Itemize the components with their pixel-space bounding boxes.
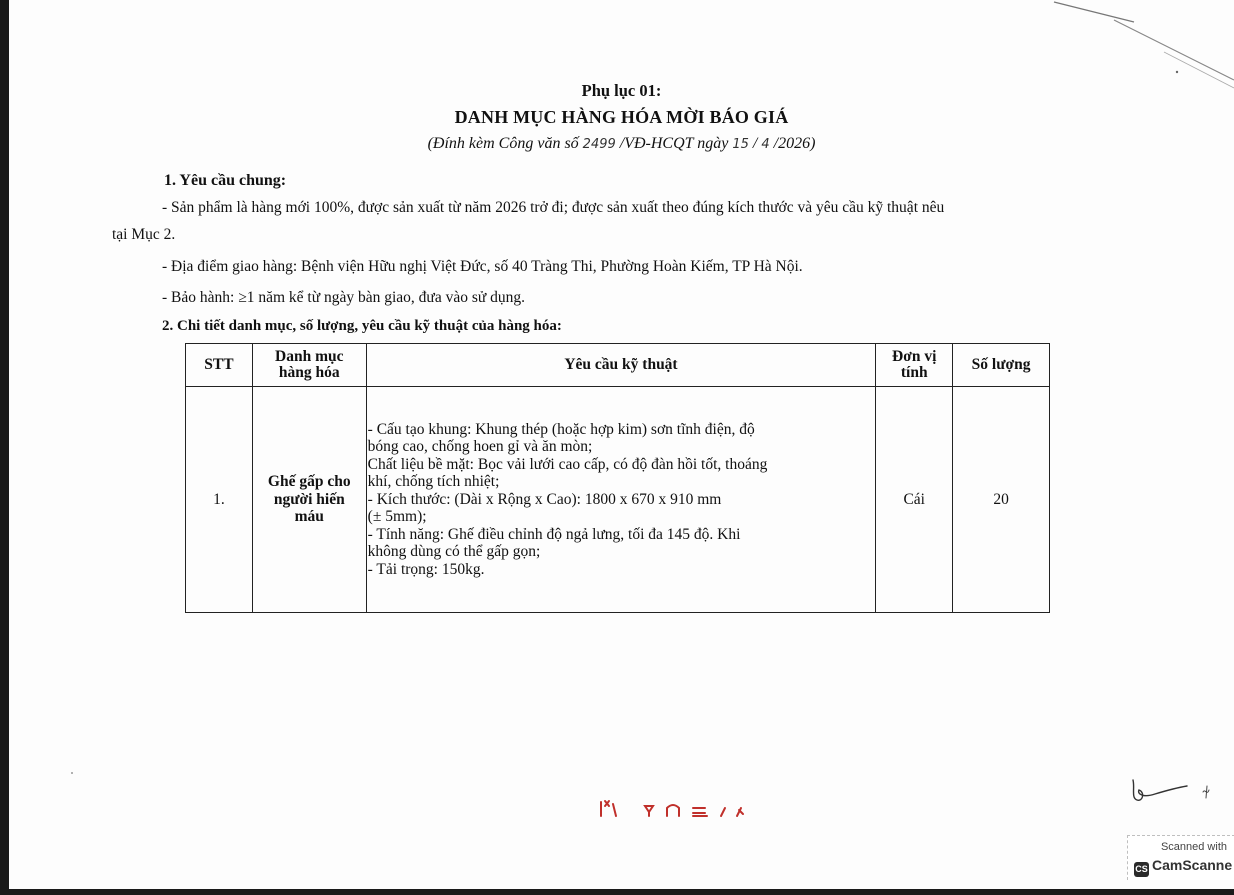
handwritten-month: 4 — [761, 137, 770, 152]
section-1-item-2: - Địa điểm giao hàng: Bệnh viện Hữu nghị Việt Đức, số 40 Tràng Thi, Phường Hoàn Kiếm, TP Hà Nội. — [162, 258, 803, 275]
scan-speck — [71, 772, 73, 774]
table-header-row — [186, 344, 1050, 387]
handwritten-day: 15 — [732, 137, 749, 152]
goods-table — [185, 343, 1050, 613]
header-item-line2: hàng hóa — [278, 364, 340, 381]
scanner-brand — [1134, 857, 1232, 877]
header-stt: STT — [186, 344, 253, 387]
row-item-name-line1: Ghế gấp cho — [267, 472, 351, 490]
spec-line: - Tính năng: Ghế điều chỉnh độ ngả lưng, tối đa 145 độ. Khi — [367, 525, 741, 543]
red-stamp-mark — [597, 798, 777, 820]
document-page — [9, 0, 1234, 889]
row-spec — [366, 387, 876, 613]
spec-line: (± 5mm); — [367, 508, 427, 526]
subtitle-middle: /VĐ-HCQT ngày — [615, 135, 733, 152]
row-item-name — [252, 387, 366, 613]
header-item — [252, 344, 366, 387]
scanner-top-text: Scanned with — [1160, 841, 1227, 853]
subtitle-slash: / — [748, 135, 762, 152]
section-1-item-1: - Sản phẩm là hàng mới 100%, được sản xuất từ năm 2026 trở đi; được sản xuất theo đúng kích thước và yêu cầu kỹ thuật nêu — [162, 199, 945, 216]
spec-line: - Cấu tạo khung: Khung thép (hoặc hợp kim) sơn tĩnh điện, độ — [367, 420, 755, 438]
spec-line: khí, chống tích nhiệt; — [367, 473, 500, 491]
header-unit-line1: Đơn vị — [892, 347, 937, 365]
header-unit — [876, 344, 953, 387]
handwritten-signature — [1129, 776, 1219, 806]
header-spec: Yêu cầu kỹ thuật — [366, 344, 876, 387]
row-qty: 20 — [953, 387, 1050, 613]
frame-bottom-border — [0, 889, 1234, 895]
header-item-line1: Danh mục — [275, 347, 344, 365]
table-row — [186, 387, 1050, 613]
camscanner-watermark — [1127, 835, 1234, 880]
document-title: DANH MỤC HÀNG HÓA MỜI BÁO GIÁ — [454, 107, 789, 127]
row-item-name-line3: máu — [294, 508, 324, 526]
spec-line: Chất liệu bề mặt: Bọc vải lưới cao cấp, có độ đàn hồi tốt, thoáng — [367, 455, 768, 473]
row-item-name-line2: người hiến — [273, 490, 345, 508]
section-1-heading: 1. Yêu cầu chung: — [164, 172, 287, 189]
document-subtitle — [9, 135, 1234, 153]
section-2-heading: 2. Chi tiết danh mục, số lượng, yêu cầu kỹ thuật của hàng hóa: — [162, 318, 562, 334]
section-1-item-1-continued: tại Mục 2. — [112, 226, 176, 243]
subtitle-prefix: (Đính kèm Công văn số — [427, 135, 583, 152]
header-unit-line2: tính — [900, 364, 928, 381]
scanner-brand-text: CamScanne — [1152, 857, 1233, 873]
spec-line: không dùng có thể gấp gọn; — [367, 543, 541, 561]
header-qty: Số lượng — [953, 344, 1050, 387]
handwritten-doc-number: 2499 — [582, 137, 616, 152]
frame-left-border — [0, 0, 9, 895]
annex-title: Phụ lục 01: — [581, 81, 662, 100]
row-stt: 1. — [186, 387, 253, 613]
spec-line: - Tải trọng: 150kg. — [367, 560, 485, 578]
section-1-item-3: - Bảo hành: ≥1 năm kể từ ngày bàn giao, đưa vào sử dụng. — [162, 289, 526, 306]
spec-line: - Kích thước: (Dài x Rộng x Cao): 1800 x 670 x 910 mm — [367, 490, 722, 508]
subtitle-suffix: /2026) — [769, 135, 816, 152]
camscanner-logo-icon: CS — [1134, 862, 1149, 877]
row-unit: Cái — [876, 387, 953, 613]
spec-line: bóng cao, chống hoen gỉ và ăn mòn; — [367, 438, 593, 456]
